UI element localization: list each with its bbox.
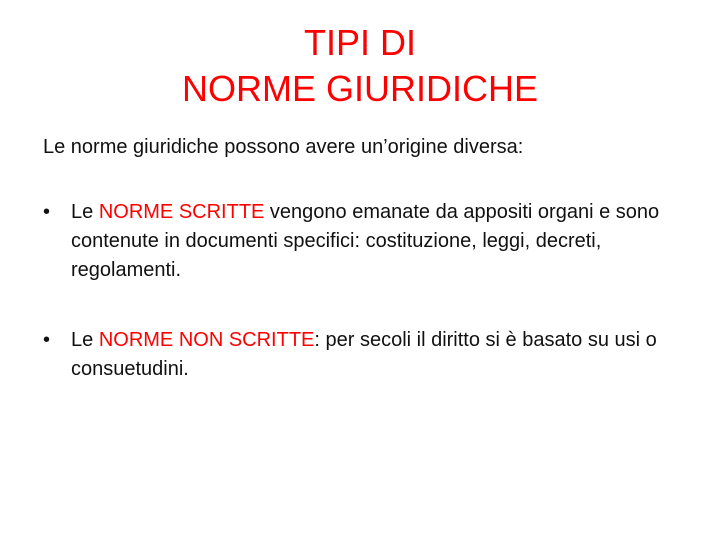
bullet-highlight: NORME SCRITTE	[98, 201, 265, 223]
title-line-2: NORME GIURIDICHE	[181, 68, 538, 109]
bullet-highlight: NORME NON SCRITTE	[98, 329, 315, 351]
bullet-prefix: Le	[71, 201, 99, 223]
bullet-text	[71, 326, 683, 384]
bullet-text	[71, 198, 683, 285]
bullet-rest: : per secoli il diritto si è basato su usi o consuetudini.	[71, 329, 657, 380]
bullet-prefix: Le	[71, 329, 99, 351]
title-line-1: TIPI DI	[303, 22, 416, 63]
intro-text: Le norme giuridiche possono avere un’origine diversa:	[43, 136, 524, 158]
bullet-dot-icon: •	[43, 329, 51, 351]
slide-title	[0, 20, 720, 112]
bullet-item-written-norms	[43, 198, 683, 285]
bullet-item-unwritten-norms	[43, 326, 683, 384]
bullet-rest: vengono emanate da appositi organi e sono contenute in documenti specifici: costituzione, leggi, decreti, regolamenti.	[71, 201, 660, 281]
bullet-dot-icon: •	[43, 201, 51, 223]
